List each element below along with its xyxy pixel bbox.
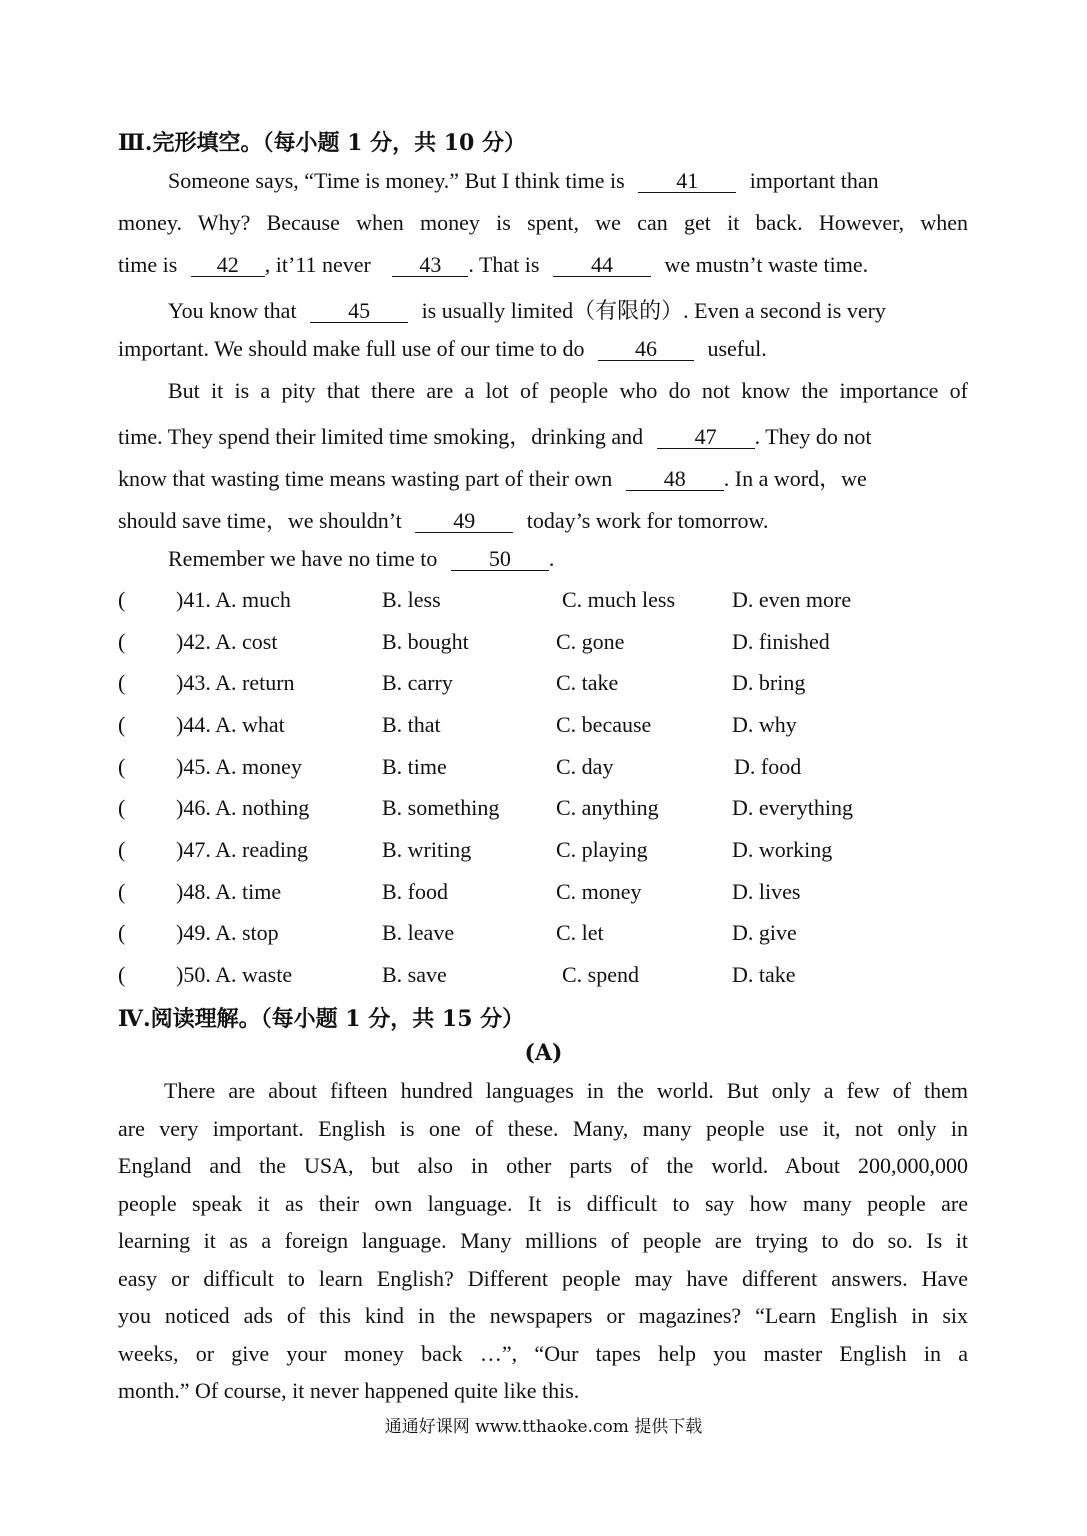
- section-title-cloze: Ⅲ.完形填空。（每小题 1 分，共 10 分）: [118, 130, 527, 156]
- question-option-b: B. bought: [382, 629, 469, 654]
- question-option-b: B. writing: [382, 837, 472, 862]
- question-option-c: C. let: [556, 920, 604, 945]
- cloze-line-8: [118, 462, 867, 493]
- question-option-b: B. that: [382, 712, 441, 737]
- passage-line: are very important. English is one of these. Many, many people use it, not only in: [118, 1116, 968, 1141]
- question-option-b: B. carry: [382, 670, 453, 695]
- question-option-c: C. because: [556, 712, 652, 737]
- blank-45: 45: [310, 299, 408, 323]
- question-option-a: )47. A. reading: [176, 837, 308, 862]
- cloze-line-9: [118, 504, 769, 535]
- question-option-a: )49. A. stop: [176, 920, 279, 945]
- question-option-d: D. bring: [732, 670, 806, 695]
- cloze-text: . They do not: [754, 424, 872, 449]
- question-option-c: C. much less: [562, 587, 676, 612]
- blank-44: 44: [553, 253, 651, 277]
- passage-line: There are about fifteen hundred languages in the world. But only a few of them: [164, 1078, 968, 1103]
- cloze-text: should save time，we shouldn’t: [118, 508, 402, 533]
- cloze-line-2: money. Why? Because when money is spent, we can get it back. However, when: [118, 210, 968, 235]
- cloze-line-5: [118, 336, 767, 362]
- question-option-a: )46. A. nothing: [176, 795, 310, 820]
- answer-paren: (: [118, 795, 126, 820]
- question-option-d: D. lives: [732, 879, 801, 904]
- cloze-text: important. We should make full use of our time to do: [118, 336, 585, 361]
- cloze-text: today’s work for tomorrow.: [526, 508, 769, 533]
- cloze-text: we mustn’t waste time.: [664, 252, 869, 277]
- cloze-text: You know that: [168, 298, 297, 323]
- cloze-text: . That is: [468, 252, 540, 277]
- question-option-c: C. take: [556, 670, 619, 695]
- question-option-b: B. leave: [382, 920, 455, 945]
- question-option-c: C. playing: [556, 837, 648, 862]
- answer-paren: (: [118, 962, 126, 987]
- cloze-text: Remember we have no time to: [168, 546, 438, 571]
- passage-line: you noticed ads of this kind in the newspapers or magazines? “Learn English in six: [118, 1303, 968, 1328]
- question-option-b: B. something: [382, 795, 500, 820]
- answer-paren: (: [118, 587, 126, 612]
- answer-paren: (: [118, 629, 126, 654]
- question-option-d: D. take: [732, 962, 796, 987]
- question-option-c: C. anything: [556, 795, 659, 820]
- blank-43: 43: [392, 253, 468, 277]
- blank-48: 48: [626, 467, 724, 491]
- blank-47: 47: [657, 425, 755, 449]
- section-title-reading: Ⅳ.阅读理解。（每小题 1 分，共 15 分）: [118, 1006, 525, 1032]
- footer-text: 通通好课网 www.tthaoke.com 提供下载: [384, 1417, 703, 1437]
- question-option-b: B. time: [382, 754, 447, 779]
- question-option-c: C. money: [556, 879, 642, 904]
- question-option-a: )43. A. return: [176, 670, 295, 695]
- cloze-text: .: [548, 546, 555, 571]
- question-option-d: D. finished: [732, 629, 830, 654]
- cloze-text: useful.: [707, 336, 767, 361]
- cloze-text: is usually limited（有限的）. Even a second is very: [421, 298, 886, 323]
- cloze-line-10: [168, 546, 554, 572]
- passage-line: month.” Of course, it never happened quite like this.: [118, 1378, 580, 1403]
- question-option-b: B. save: [382, 962, 447, 987]
- passage-label: (A): [524, 1040, 563, 1066]
- question-option-a: )44. A. what: [176, 712, 285, 737]
- cloze-text: , it’11 never: [264, 252, 371, 277]
- blank-46: 46: [598, 337, 694, 361]
- cloze-text: Someone says, “Time is money.” But I think time is: [168, 168, 625, 193]
- answer-paren: (: [118, 879, 126, 904]
- passage-line: learning it as a foreign language. Many millions of people are trying to do so. Is it: [118, 1228, 968, 1253]
- cloze-text: time. They spend their limited time smoking，drinking and: [118, 424, 644, 449]
- question-option-d: D. everything: [732, 795, 853, 820]
- answer-paren: (: [118, 712, 126, 737]
- answer-paren: (: [118, 837, 126, 862]
- cloze-line-1: [168, 168, 879, 194]
- question-option-a: )45. A. money: [176, 754, 302, 779]
- question-option-d: D. why: [732, 712, 797, 737]
- question-option-c: C. gone: [556, 629, 625, 654]
- blank-42: 42: [191, 253, 265, 277]
- question-option-d: D. even more: [732, 587, 852, 612]
- question-option-d: D. working: [732, 837, 833, 862]
- question-option-a: )48. A. time: [176, 879, 282, 904]
- question-option-d: D. food: [734, 754, 802, 779]
- answer-paren: (: [118, 670, 126, 695]
- question-option-a: )42. A. cost: [176, 629, 278, 654]
- question-option-b: B. less: [382, 587, 441, 612]
- passage-line: weeks, or give your money back …”, “Our tapes help you master English in a: [118, 1341, 968, 1366]
- cloze-line-7: [118, 420, 872, 451]
- question-option-b: B. food: [382, 879, 448, 904]
- cloze-line-6: But it is a pity that there are a lot of people who do not know the importance of: [168, 378, 968, 403]
- blank-50: 50: [451, 547, 549, 571]
- question-option-d: D. give: [732, 920, 797, 945]
- cloze-text: know that wasting time means wasting part of their own: [118, 466, 613, 491]
- cloze-line-3: [118, 252, 868, 278]
- cloze-line-4: [168, 294, 886, 325]
- cloze-text: important than: [749, 168, 879, 193]
- answer-paren: (: [118, 920, 126, 945]
- passage-line: easy or difficult to learn English? Different people may have different answers. Have: [118, 1266, 968, 1291]
- question-option-c: C. day: [556, 754, 614, 779]
- cloze-text: . In a word，we: [723, 466, 867, 491]
- answer-paren: (: [118, 754, 126, 779]
- question-option-a: )41. A. much: [176, 587, 291, 612]
- passage-line: people speak it as their own language. It is difficult to say how many people are: [118, 1191, 968, 1216]
- cloze-text: time is: [118, 252, 178, 277]
- passage-line: England and the USA, but also in other parts of the world. About 200,000,000: [118, 1153, 968, 1178]
- blank-49: 49: [415, 509, 513, 533]
- question-option-a: )50. A. waste: [176, 962, 293, 987]
- question-option-c: C. spend: [562, 962, 639, 987]
- blank-41: 41: [638, 169, 736, 193]
